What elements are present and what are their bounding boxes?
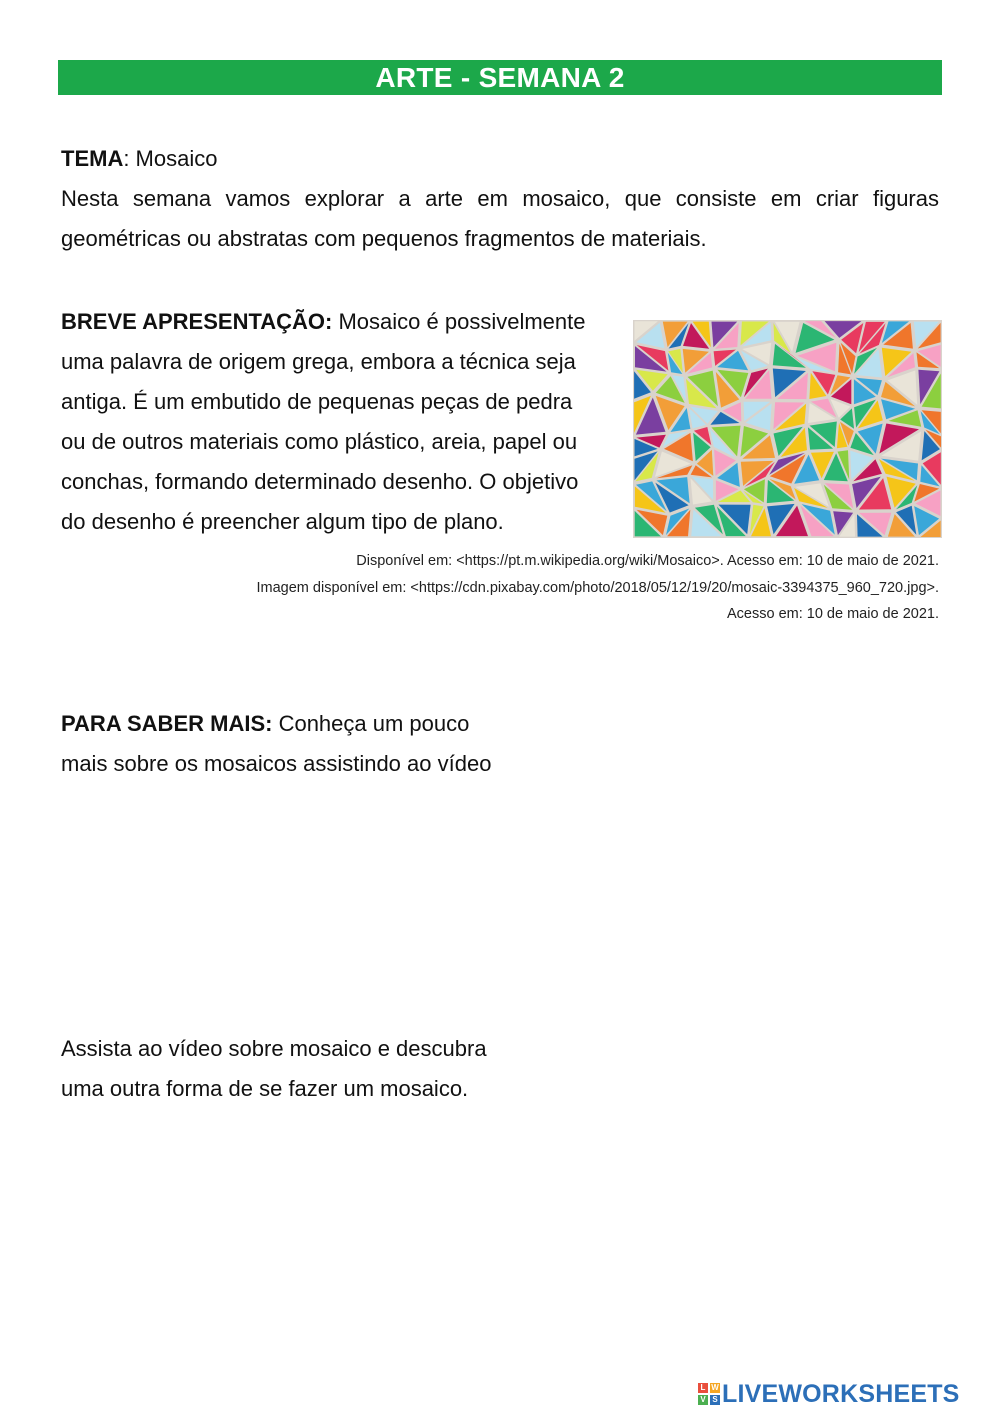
source-citation: Disponível em: <https://pt.m.wikipedia.org/wiki/Mosaico>. Acesso em: 10 de maio de 2021. (356, 553, 939, 569)
mosaic-image (633, 320, 942, 538)
source-citation: Imagem disponível em: <https://cdn.pixabay.com/photo/2018/05/12/19/20/mosaic-3394375_960_720.jpg>. (256, 579, 939, 596)
tema-section (61, 139, 939, 259)
logo-mark-cell: W (711, 1383, 719, 1392)
page-title: ARTE - SEMANA 2 (375, 61, 625, 93)
assista-section (61, 1029, 531, 1109)
assista-line: uma outra forma de se fazer um mosaico. (61, 1076, 469, 1101)
breve-line: ou de outros materiais como plástico, areia, papel ou (61, 429, 578, 454)
breve-line (61, 302, 626, 342)
mosaic-illustration (633, 320, 942, 538)
breve-line: uma palavra de origem grega, embora a técnica seja (61, 349, 576, 374)
saber-label: PARA SABER MAIS: (61, 711, 273, 736)
logo-mark-icon (698, 1383, 720, 1405)
tema-label: TEMA (61, 146, 124, 171)
saber-line (61, 704, 531, 744)
breve-label: BREVE APRESENTAÇÃO: (61, 309, 333, 334)
logo-mark-cell: S (710, 1395, 720, 1405)
assista-line: Assista ao vídeo sobre mosaico e descubra (61, 1036, 487, 1061)
sources-block (179, 548, 939, 628)
tema-value: : Mosaico (123, 146, 218, 171)
logo-text: LIVEWORKSHEETS (722, 1379, 960, 1408)
logo-mark-cell: V (698, 1395, 708, 1405)
liveworksheets-logo (698, 1379, 960, 1409)
tema-intro: Nesta semana vamos explorar a arte em mosaico, que consiste em criar figuras geométricas ou abstratas com pequenos fragmentos de materiais. (61, 186, 939, 251)
page-title-banner (58, 60, 942, 95)
breve-section (61, 302, 626, 542)
source-citation: Acesso em: 10 de maio de 2021. (727, 606, 939, 622)
logo-mark-cell: L (698, 1383, 708, 1393)
breve-line: do desenho é preencher algum tipo de plano. (61, 509, 504, 534)
breve-line: conchas, formando determinado desenho. O objetivo (61, 469, 579, 494)
breve-line: antiga. É um embutido de pequenas peças de pedra (61, 389, 573, 414)
saber-section (61, 704, 531, 784)
tema-line (61, 139, 939, 179)
breve-text: Mosaico é possivelmente (332, 309, 586, 334)
saber-text: Conheça um pouco (272, 711, 470, 736)
saber-line: mais sobre os mosaicos assistindo ao vídeo (61, 751, 492, 776)
